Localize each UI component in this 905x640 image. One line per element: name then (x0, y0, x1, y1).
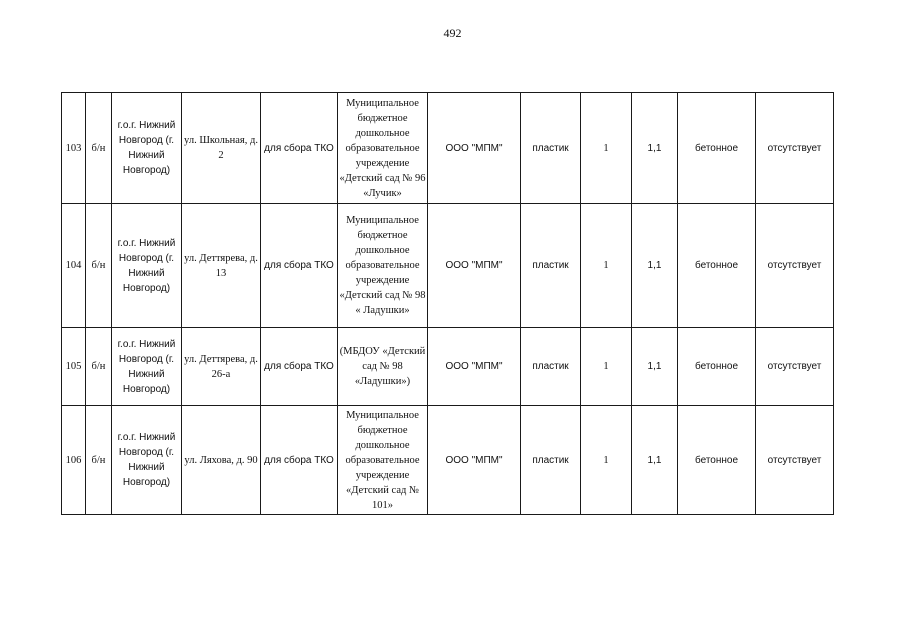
volume-cell: 1,1 (632, 328, 678, 406)
surface-cell: бетонное (678, 204, 756, 328)
fence-cell: отсутствует (756, 406, 834, 515)
district-cell: г.о.г. Нижний Новгород (г. Нижний Новгород) (112, 328, 182, 406)
registration-cell: б/н (86, 328, 112, 406)
fence-cell: отсутствует (756, 328, 834, 406)
material-cell: пластик (521, 93, 581, 204)
table-row (62, 406, 834, 515)
address-cell: ул. Школьная, д. 2 (182, 93, 261, 204)
material-cell: пластик (521, 406, 581, 515)
operator-cell: ООО "МПМ" (428, 204, 521, 328)
address-cell: ул. Деттярева, д. 13 (182, 204, 261, 328)
district-cell: г.о.г. Нижний Новгород (г. Нижний Новгород) (112, 406, 182, 515)
row-number-cell: 105 (62, 328, 86, 406)
owner-cell: (МБДОУ «Детский сад № 98 «Ладушки») (338, 328, 428, 406)
operator-cell: ООО "МПМ" (428, 406, 521, 515)
surface-cell: бетонное (678, 406, 756, 515)
row-number-cell: 106 (62, 406, 86, 515)
material-cell: пластик (521, 328, 581, 406)
operator-cell: ООО "МПМ" (428, 328, 521, 406)
container-count-cell: 1 (581, 328, 632, 406)
waste-sites-table (61, 92, 834, 515)
table-row (62, 204, 834, 328)
purpose-cell: для сбора ТКО (261, 328, 338, 406)
surface-cell: бетонное (678, 93, 756, 204)
row-number-cell: 103 (62, 93, 86, 204)
table-row (62, 328, 834, 406)
page-number: 492 (443, 26, 462, 40)
container-count-cell: 1 (581, 204, 632, 328)
volume-cell: 1,1 (632, 93, 678, 204)
district-cell: г.о.г. Нижний Новгород (г. Нижний Новгород) (112, 204, 182, 328)
purpose-cell: для сбора ТКО (261, 406, 338, 515)
address-cell: ул. Деттярева, д. 26-а (182, 328, 261, 406)
container-count-cell: 1 (581, 93, 632, 204)
fence-cell: отсутствует (756, 204, 834, 328)
address-cell: ул. Ляхова, д. 90 (182, 406, 261, 515)
row-number-cell: 104 (62, 204, 86, 328)
material-cell: пластик (521, 204, 581, 328)
district-cell: г.о.г. Нижний Новгород (г. Нижний Новгород) (112, 93, 182, 204)
table-row (62, 93, 834, 204)
owner-cell: Муниципальное бюджетное дошкольное образовательное учреждение «Детский сад № 96 «Лучик» (338, 93, 428, 204)
purpose-cell: для сбора ТКО (261, 93, 338, 204)
owner-cell: Муниципальное бюджетное дошкольное образовательное учреждение «Детский сад № 98 « Ладушки» (338, 204, 428, 328)
operator-cell: ООО "МПМ" (428, 93, 521, 204)
container-count-cell: 1 (581, 406, 632, 515)
registration-cell: б/н (86, 406, 112, 515)
purpose-cell: для сбора ТКО (261, 204, 338, 328)
surface-cell: бетонное (678, 328, 756, 406)
volume-cell: 1,1 (632, 204, 678, 328)
registration-cell: б/н (86, 93, 112, 204)
volume-cell: 1,1 (632, 406, 678, 515)
registration-cell: б/н (86, 204, 112, 328)
owner-cell: Муниципальное бюджетное дошкольное образовательное учреждение «Детский сад № 101» (338, 406, 428, 515)
fence-cell: отсутствует (756, 93, 834, 204)
